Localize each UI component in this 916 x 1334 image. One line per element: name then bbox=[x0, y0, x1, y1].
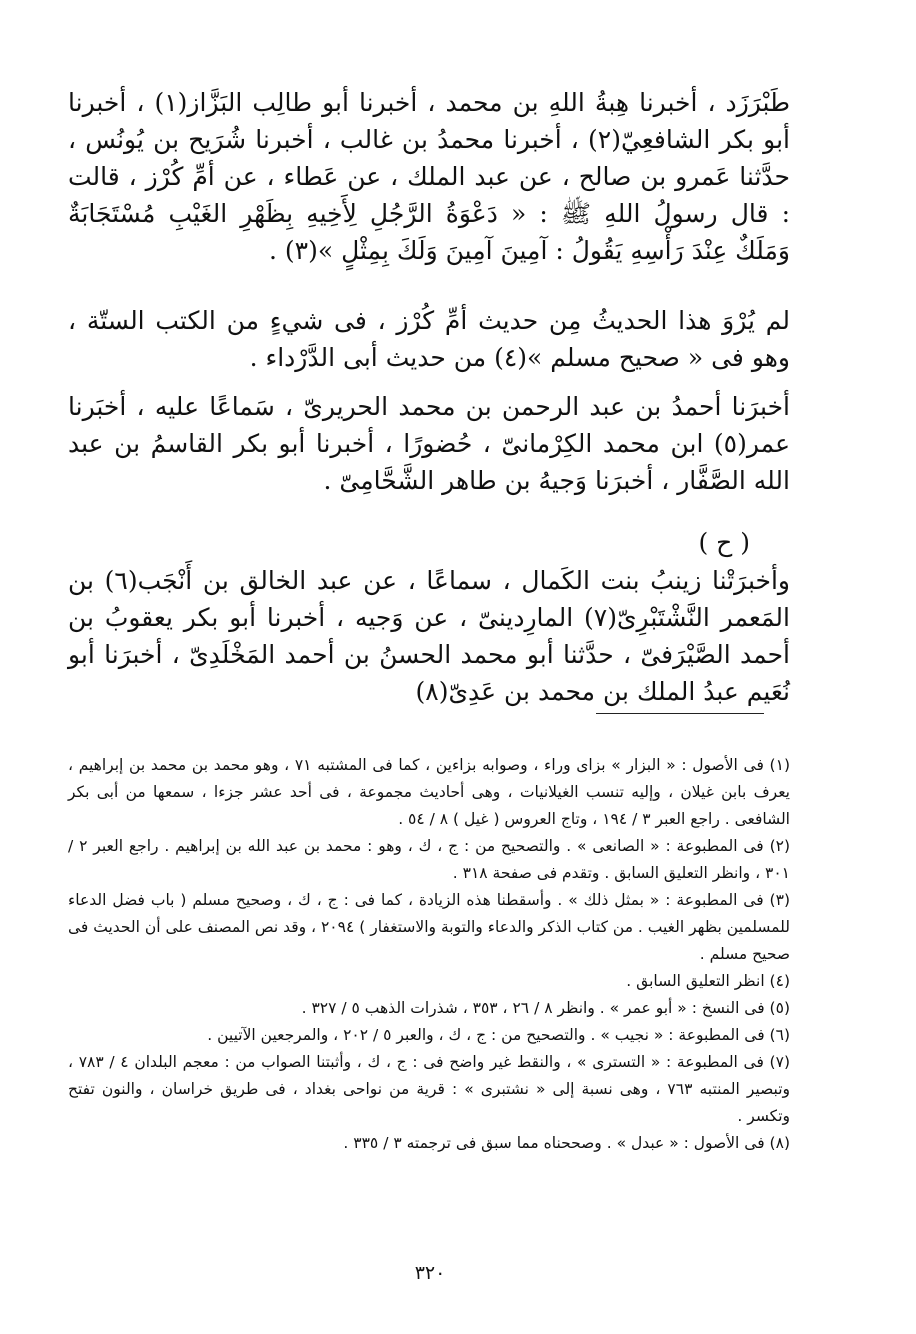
body-paragraph-4 bbox=[68, 562, 790, 710]
chain-transition-marker bbox=[68, 524, 790, 561]
footnote-5: (٥) فى النسخ : « أبو عمر » . وانظر ٨ / ٢٦ ، ٣٥٣ ، شذرات الذهب ٥ / ٣٢٧ . bbox=[301, 999, 790, 1017]
body-paragraph-1 bbox=[68, 84, 790, 269]
body-paragraph-2 bbox=[68, 302, 790, 376]
paragraph-text: طَبْرَزَد ، أخبرنا هِبةُ اللهِ بن محمد ، أخبرنا أبو طالِب البَزَّاز(١) ، أخبرنا أبو بكر الشافعِيّ(٢) ، أخبرنا محمدُ بن غالب ، أخبرنا شُرَيح بن يُونُس ، حدَّثنا عَمرو بن صالح ، عن عبد الملك ، عن عَطاء ، عن أمِّ كُرْز ، قالت : قال رسولُ اللهِ ﷺ : « دَعْوَةُ الرَّجُلِ لِأَخِيهِ بِظَهْرِ الغَيْبِ مُسْتَجَابَةٌ وَمَلَكٌ عِنْدَ رَأْسِهِ يَقُولُ : آمِينَ آمِينَ وَلَكَ بِمِثْلٍ »(٣) . bbox=[68, 88, 791, 265]
footnote-7: (٧) فى المطبوعة : « التسترى » ، والنقط غير واضح فى : ج ، ك ، وأثبتنا الصواب من : معجم البلدان ٤ / ٧٨٣ ، وتبصير المنتبه ٧٦٣ ، وهى نسبة إلى « نشتبرى » : قرية من نواحى بغداد ، فى طريق خراسان ، والنون تفتح وتكسر . bbox=[68, 1053, 790, 1125]
body-paragraph-3 bbox=[68, 388, 790, 499]
footnote-separator bbox=[596, 713, 764, 714]
footnote-6: (٦) فى المطبوعة : « نجيب » . والتصحيح من : ج ، ك ، والعبر ٥ / ٢٠٢ ، والمرجعين الآتيين . bbox=[207, 1026, 790, 1044]
footnote-8: (٨) فى الأصول : « عبدل » . وصححناه مما سبق فى ترجمته ٣ / ٣٣٥ . bbox=[343, 1134, 790, 1152]
footnote-1: (١) فى الأصول : « البزار » بزاى وراء ، وصوابه بزاءين ، كما فى المشتبه ٧١ ، وهو محمد بن محمد بن إبراهيم ، يعرف بابن غيلان ، وإليه تنسب الغيلانيات ، وهى أحاديث مجموعة ، فى أحد عشر جزءا ، سمعها من أبى بكر الشافعى . راجع العبر ٣ / ١٩٤ ، وتاج العروس ( غيل ) ٨ / ٥٤ . bbox=[68, 756, 790, 828]
paragraph-text: لم يُرْوَ هذا الحديثُ مِن حديث أمِّ كُرْز ، فى شيءٍ من الكتب الستّة ، وهو فى « صحيح مسلم »(٤) من حديث أبى الدَّرْداء . bbox=[68, 306, 790, 372]
footnote-2: (٢) فى المطبوعة : « الصانعى » . والتصحيح من : ج ، ك ، وهو : محمد بن عبد الله بن إبراهيم . راجع العبر ٢ / ٣٠١ ، وانظر التعليق السابق . وتقدم فى صفحة ٣١٨ . bbox=[68, 837, 791, 882]
page-number: ٣٢٠ bbox=[414, 1262, 446, 1284]
footnotes bbox=[68, 752, 790, 1157]
paragraph-text: وأخبرَتْنا زينبُ بنت الكَمال ، سماعًا ، عن عبد الخالق بن أَنْجَب(٦) بن المَعمر النَّشْتَبْرِىّ(٧) المارِدينىّ ، عن وَجيه ، أخبرنا أبو بكر يعقوبُ بن أحمد الصَّيْرَفىّ ، حدَّثنا أبو محمد الحسنُ بن أحمد المَخْلَدِىّ ، أخبرَنا أبو نُعَيم عبدُ الملك بن محمد بن عَدِىّ(٨) bbox=[68, 566, 790, 706]
paragraph-text: أخبرَنا أحمدُ بن عبد الرحمن بن محمد الحريرىّ ، سَماعًا عليه ، أخبَرنا عمر(٥) ابن محمد الكِرْمانىّ ، حُضورًا ، أخبرنا أبو بكر القاسمُ بن عبد الله الصَّفَّار ، أخبرَنا وَجيهُ بن طاهر الشَّحَّامِىّ . bbox=[68, 392, 790, 495]
marker-text: ( ح ) bbox=[698, 528, 750, 557]
footnote-3: (٣) فى المطبوعة : « بمثل ذلك » . وأسقطنا هذه الزيادة ، كما فى : ج ، ك ، وصحيح مسلم ( باب فضل الدعاء للمسلمين بظهر الغيب . من كتاب الذكر والدعاء والتوبة والاستغفار ) ٢٠٩٤ ، وقد نص المصنف على أن الحديث فى صحيح مسلم . bbox=[68, 891, 790, 963]
footnote-4: (٤) انظر التعليق السابق . bbox=[626, 972, 790, 990]
